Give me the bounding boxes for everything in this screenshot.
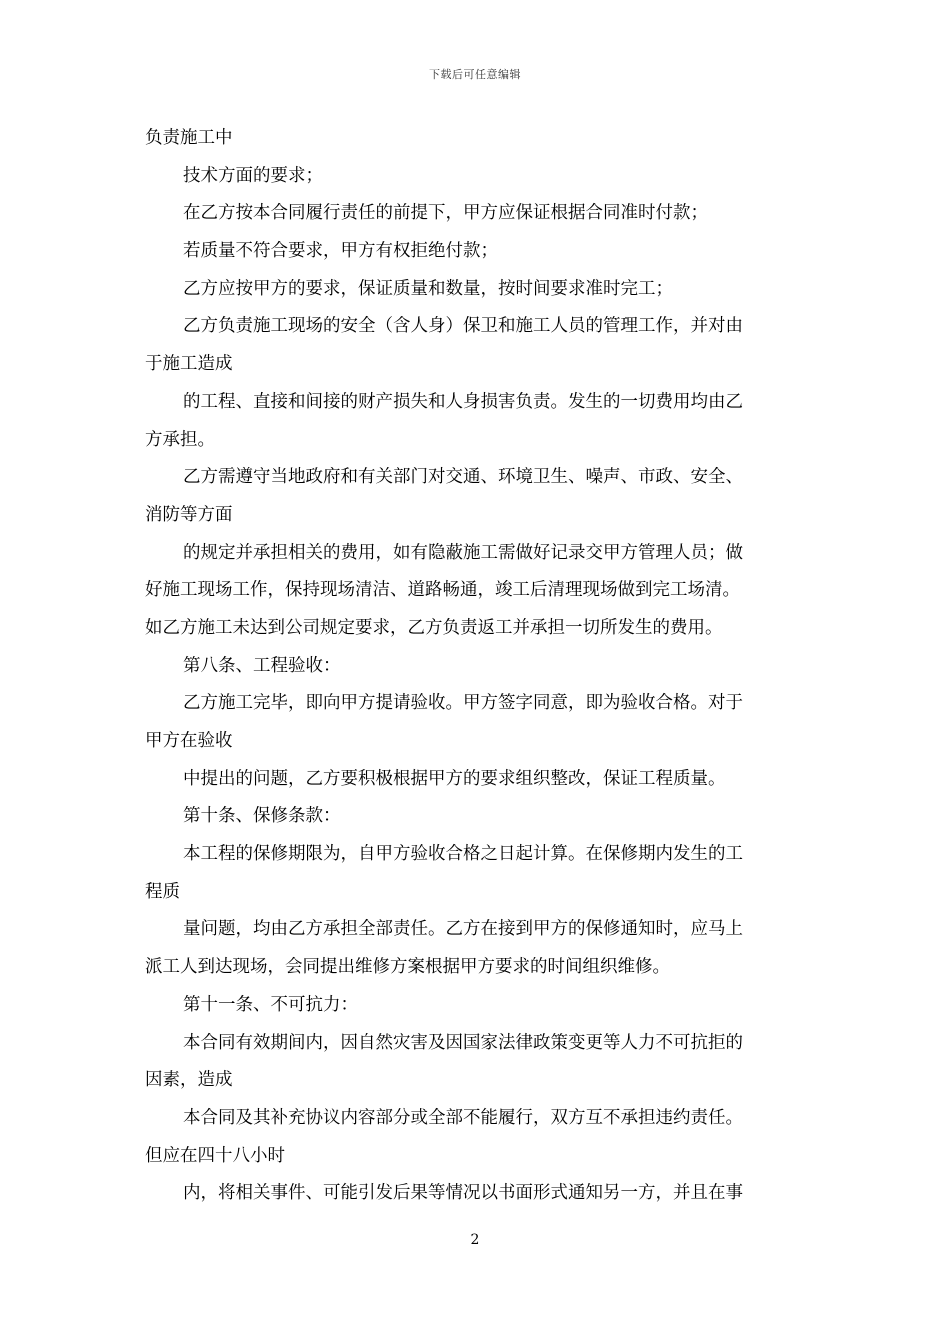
text-line: 的工程、直接和间接的财产损失和人身损害负责。发生的一切费用均由乙	[183, 391, 743, 412]
text-line: 的规定并承担相关的费用，如有隐蔽施工需做好记录交甲方管理人员；做	[183, 542, 743, 563]
text-line: 在乙方按本合同履行责任的前提下，甲方应保证根据合同准时付款；	[183, 203, 708, 224]
text-line: 于施工造成	[145, 354, 233, 375]
text-line: 好施工现场工作，保持现场清洁、道路畅通，竣工后清理现场做到完工场清。	[145, 580, 740, 601]
text-line: 消防等方面	[145, 504, 233, 525]
text-line: 本合同有效期间内，因自然灾害及因国家法律政策变更等人力不可抗拒的	[183, 1032, 743, 1053]
text-line: 内，将相关事件、可能引发后果等情况以书面形式通知另一方，并且在事	[183, 1183, 743, 1204]
text-line: 第十一条、不可抗力：	[183, 994, 358, 1015]
page-header: 下载后可任意编辑	[429, 68, 521, 81]
text-line: 负责施工中	[145, 128, 233, 148]
text-line: 乙方负责施工现场的安全（含人身）保卫和施工人员的管理工作，并对由	[183, 316, 743, 337]
text-line: 本合同及其补充协议内容部分或全部不能履行，双方互不承担违约责任。	[183, 1107, 743, 1128]
text-line: 程质	[145, 881, 180, 902]
text-line: 量问题，均由乙方承担全部责任。乙方在接到甲方的保修通知时，应马上	[183, 919, 743, 940]
text-line: 派工人到达现场，会同提出维修方案根据甲方要求的时间组织维修。	[145, 957, 670, 978]
text-line: 第八条、工程验收：	[183, 655, 341, 676]
text-line: 乙方应按甲方的要求，保证质量和数量，按时间要求准时完工；	[183, 278, 673, 299]
page-number: 2	[470, 1232, 480, 1248]
text-line: 若质量不符合要求，甲方有权拒绝付款；	[183, 241, 498, 262]
text-line: 中提出的问题，乙方要积极根据甲方的要求组织整改，保证工程质量。	[183, 768, 726, 789]
text-line: 但应在四十八小时	[145, 1145, 285, 1166]
text-line: 乙方施工完毕，即向甲方提请验收。甲方签字同意，即为验收合格。对于	[183, 693, 743, 714]
text-line: 因素，造成	[145, 1070, 233, 1091]
text-line: 乙方需遵守当地政府和有关部门对交通、环境卫生、噪声、市政、安全、	[183, 467, 743, 488]
text-line: 技术方面的要求；	[183, 165, 323, 186]
text-line: 如乙方施工未达到公司规定要求，乙方负责返工并承担一切所发生的费用。	[145, 617, 723, 638]
document-body	[145, 120, 810, 1213]
text-line: 方承担。	[145, 429, 215, 450]
text-line: 第十条、保修条款：	[183, 806, 341, 827]
text-line: 甲方在验收	[145, 731, 233, 751]
text-line: 本工程的保修期限为，自甲方验收合格之日起计算。在保修期内发生的工	[183, 844, 743, 865]
